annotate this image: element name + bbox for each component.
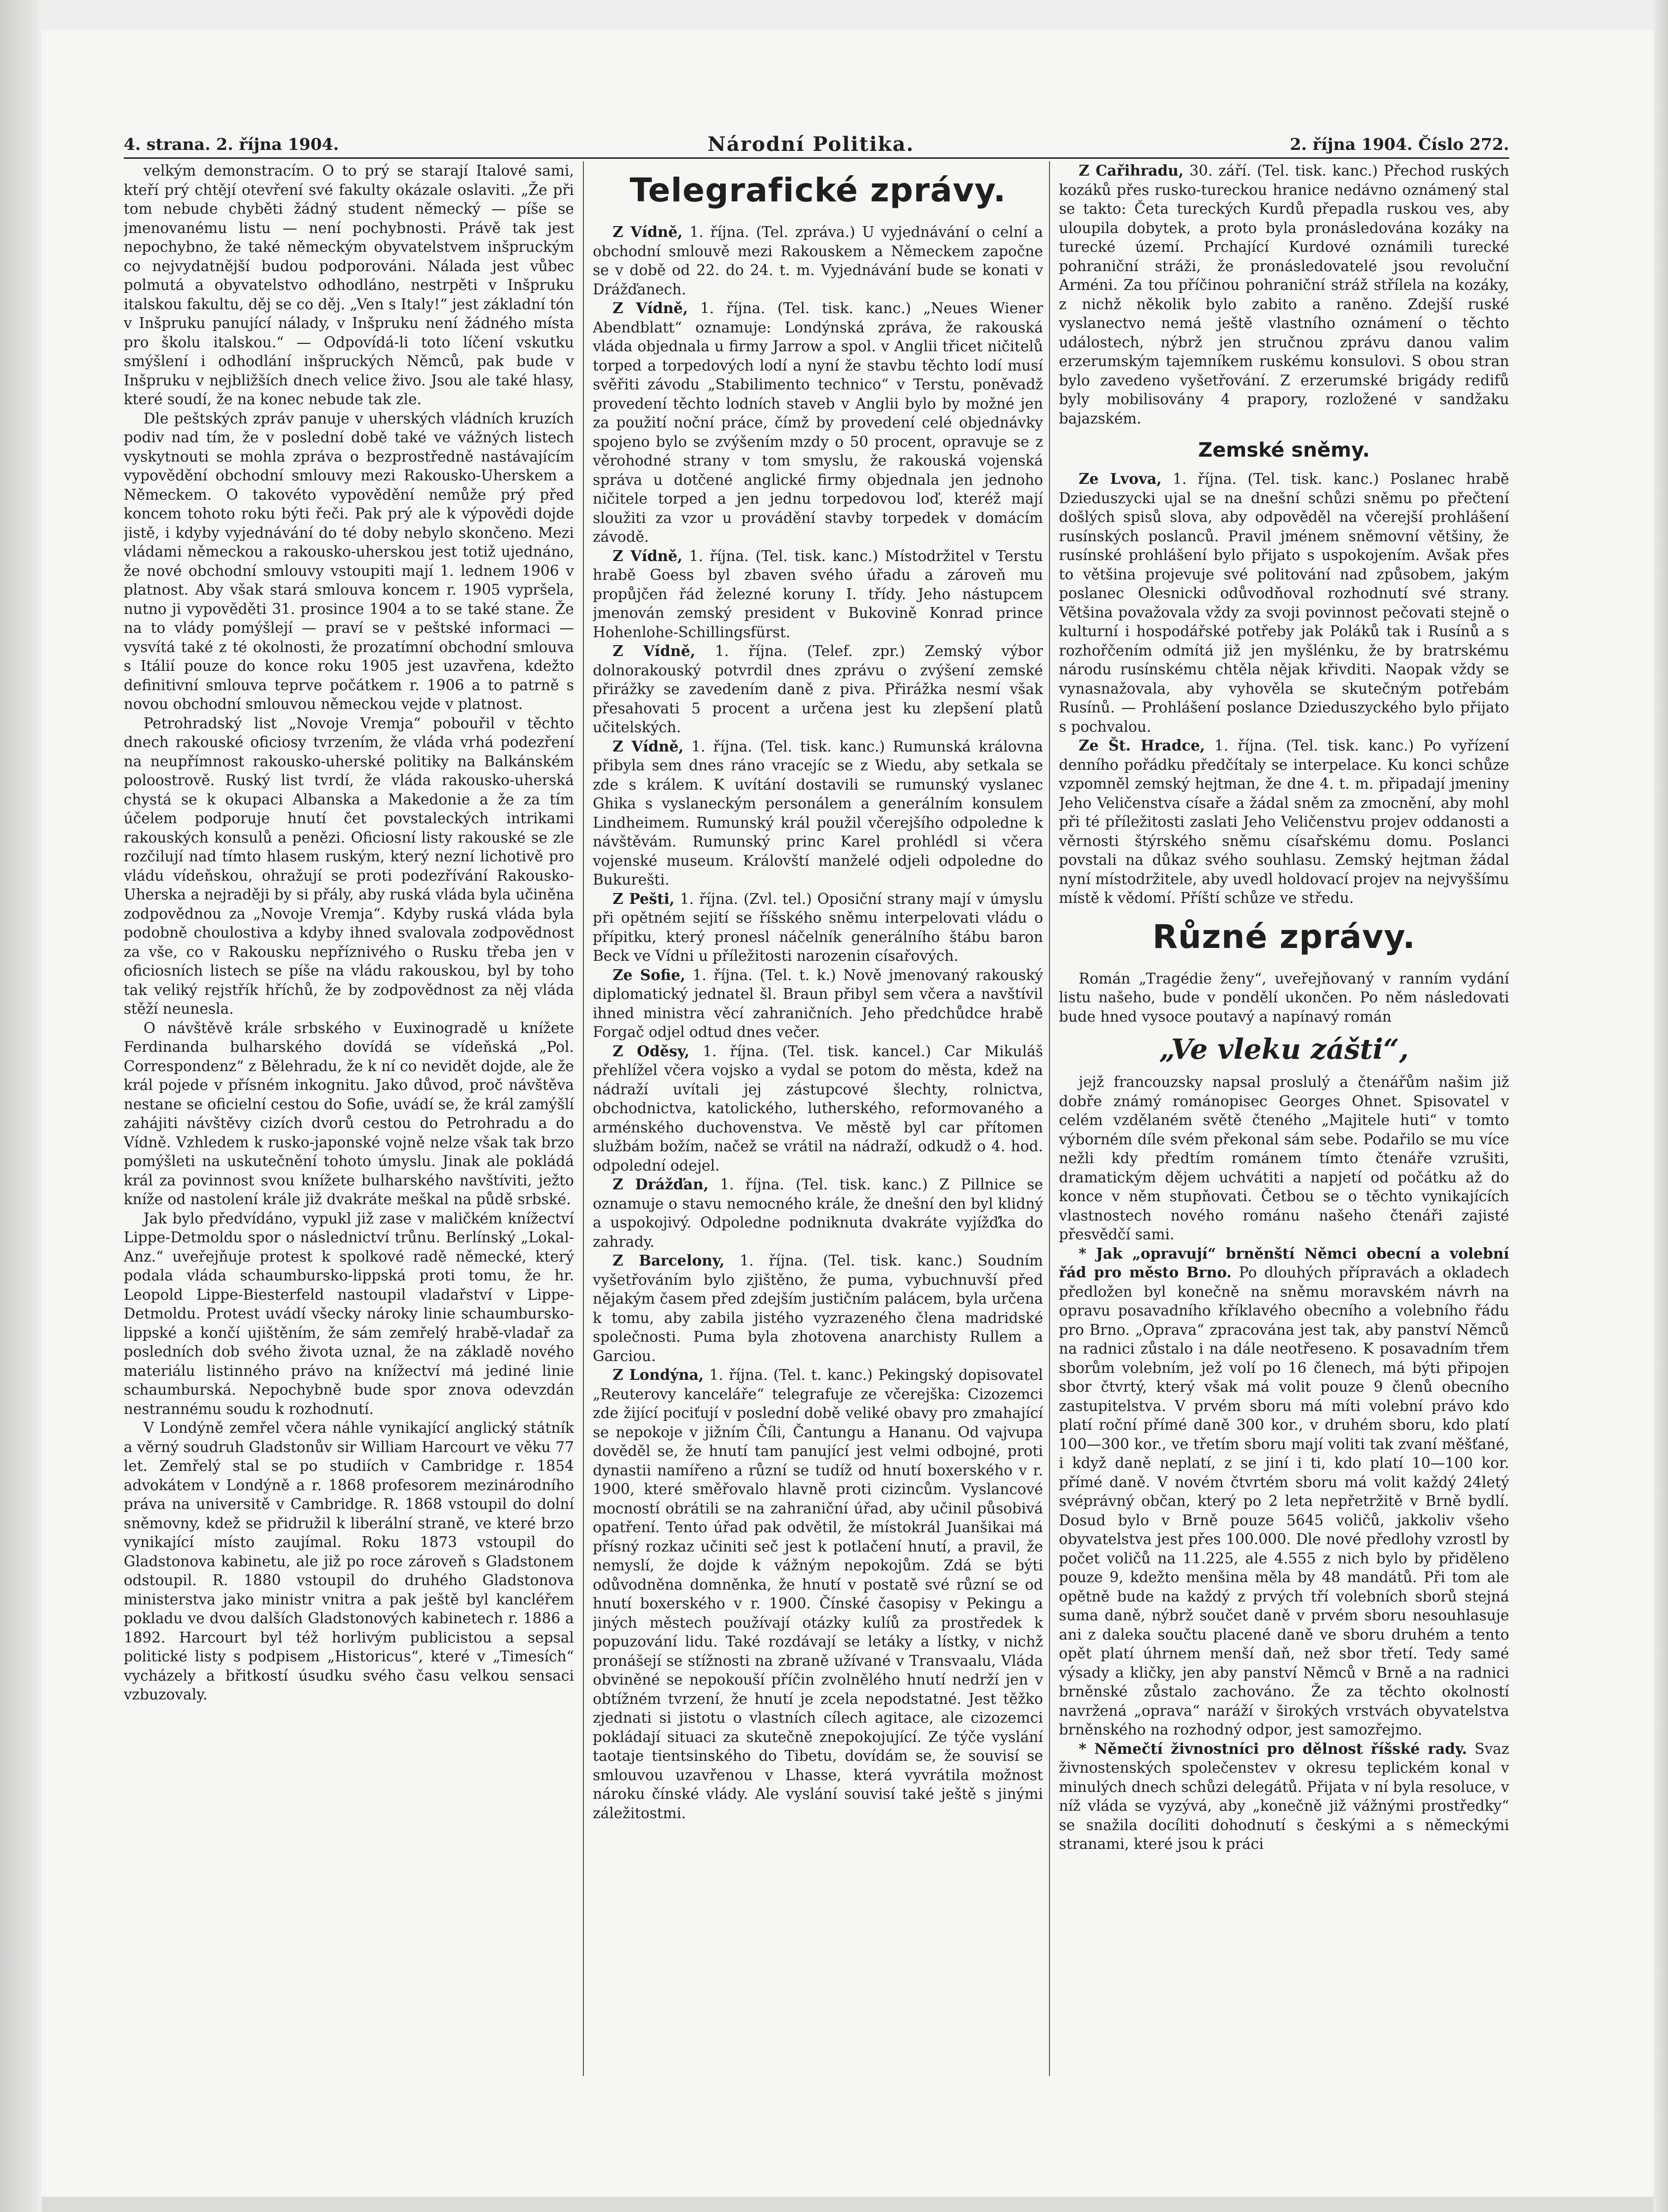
news-dateline: Z Vídně, bbox=[613, 547, 683, 565]
news-text: 1. října. (Tel. tisk. kanc.) Rumunská královna přibyla sem dnes ráno vracejíc se z Wiedu, aby setkala se zde s králem. K uvítání dostavili se rumunský vyslanec Ghika s vyslaneckým personálem a generálním konsulem Lindheimem. Rumunský král použil včerejšího odpoledne k návštěvám. Rumunský princ Karel prohlédl si včera vojenské museum. Královští manželé odjeli odpoledne do Bukurešti. bbox=[593, 738, 1043, 888]
news-text: 1. října. (Zvl. tel.) Oposiční strany mají v úmyslu při opětném sejití se říšského sněmu interpelovati vládu o přípitku, který pronesl náčelník generálního štábu baron Beck ve Vídni u příležitosti narozenin císařových. bbox=[593, 890, 1043, 964]
news-item bbox=[1059, 161, 1509, 428]
news-item bbox=[593, 547, 1043, 642]
news-dateline: Z Drážďan, bbox=[613, 1176, 709, 1193]
news-dateline: Ze Lvova, bbox=[1079, 470, 1162, 487]
news-text: 1. října. (Tel. tisk. kanc.) Soudním vyšetřováním bylo zjištěno, že puma, vybuchnuvší před nějakým časem před zdejším justičním palácem, byla určena k tomu, aby zabila jistého vyzrazeného člena madridské společnosti. Puma byla zhotovena anarchisty Rullem a Garciou. bbox=[593, 1252, 1043, 1365]
article-paragraph: Petrohradský list „Novoje Vremja“ pobouřil v těchto dnech rakouské oficiosy tvrzením, že vláda vrhá podezření na neupřímnost rakousko-uherské politiky na Balkánském poloostrově. Ruský list tvrdí, že vláda rakousko-uherská chystá se k okupaci Albanska a Makedonie a že za tím účelem podporuje hnutí čet povstaleckých intrikami rakouských konsulů a penězi. Oficiosní listy rakouské se zle rozčilují nad tímto hlasem ruským, který nezní lichotivě pro vládu vídeňskou, ohražují se proti podezřívání Rakousko-Uherska a nejraději by si přály, aby ruská vláda byla učiněna zodpovědnou za „Novoje Vremja“. Kdyby ruská vláda byla podobně choulostiva a kdyby ihned svalovala zodpovědnost za vše, co v Rakousku nepříznivého o Rusku třeba jen v oficiosních listech se píše na vládu rakouskou, byl by toho tak veliký rejstřík hříchů, že by zodpovědnost za něj vláda stěží neunesla. bbox=[124, 714, 574, 1017]
news-text: 1. října. (Tel. tisk. kanc.) Po vyřízení denního pořádku předčítaly se interpelace. Ku konci schůze vzpomněl zemský hejtman, že dne 4. t. m. připadají jmeniny Jeho Veličenstva císaře a žádal sněm za zmocnění, aby mohl při té příležitosti zaslati Jeho Veličenstvu projev oddanosti a věrnosti štýrského sněmu císařskému domu. Poslanci povstali na důkaz svého souhlasu. Zemský hejtman žádal nyní místodržitele, aby uvedl holdovací projev na nejvyššímu místě k vědomí. Příští schůze ve středu. bbox=[1059, 737, 1509, 906]
column-divider bbox=[1049, 161, 1050, 2076]
news-text: 1. října. (Tel. t. k.) Nově jmenovaný rakouský diplomatický jednatel šl. Braun přibyl sem včera a navštívil ihned ministra věcí zahraničních. Jeho předchůdce hrabě Forgač odjel odtud dnes večer. bbox=[593, 966, 1043, 1040]
header-page-date: 4. strana. 2. října 1904. bbox=[124, 135, 339, 154]
news-text: 1. října. (Tel. t. kanc.) Pekingský dopisovatel „Reuterovy kanceláře“ telegrafuje ze včerejška: Cizozemci zde žijící pociťují v poslední době veliké obavy pro zmahající se nepokoje v jižním Číli, Čantungu a Hananu. Od vajvupa dověděl se, že hnutí tam panující jest velmi odbojné, proti dynastii namířeno a různí se tudíž od hnutí boxerského v r. 1900, které směřovalo hlavně proti cizincům. Vyslancové mocností obrátili se na zahraniční úřad, aby učinil působivá opatření. Tento úřad pak odvětil, že místokrál Juanšikai má přísný rozkaz učiniti seč jest k potlačení hnutí, a pravil, že nemyslí, že dojde k vážným nepokojům. Zdá se býti odůvodněna domněnka, že hnutí v postatě své různí se od hnutí boxerského v r. 1900. Čínské časopisy v Pekingu a jiných městech používají otázky kulíů za prostředek k popuzování lidu. Také rozdávají se letáky a lístky, v nichž pronášejí se stížnosti na zbraně užívané v Transvaalu, Vláda obviněné se nepokouší příčin zvolnělého hnutí nedrží jen v obtížném tvrzení, že hnutí je zcela nepodstatné. Jest těžko zjednati si jistotu o vlastních cílech agitace, ale cizozemci pokládají situaci za skutečně znepokojující. Ze týče vyslání taotaje tientsinského do Tibetu, dovídám se, že souvisí se smlouvou uzavřenou v Lhasse, která vyvrátila možnost nároku čínské vlády. Ale vyslání souvisí také ještě s jinými záležitostmi. bbox=[593, 1366, 1043, 1822]
news-dateline: * Jak „opravují“ brněnští Němci obecní a volební řád pro město Brno. bbox=[1059, 1244, 1509, 1281]
news-dateline: Z Londýna, bbox=[613, 1366, 704, 1383]
news-text: Po dlouhých přípravách a okladech předložen byl konečně na sněmu moravském návrh na opravu posavadního kříklavého obecního a volebního řádu pro Brno. „Oprava“ zpracována jest tak, aby panství Němců na radnici zůstalo i na dále neotřeseno. K posavadním třem sborům volebním, jež volí po 16 členech, má býti připojen sbor čtvrtý, který však má volit pouze 9 členů obecního zastupitelstva. V prvém sboru má míti volební právo kdo platí roční přímé daně 300 kor., v druhém sboru, kdo platí 100—300 kor., ve třetím sboru mají voliti tak zvaní měšťané, i když daně neplatí, z se jiní i ti, kdo platí 10—100 kor. přímé daně. V novém čtvrtém sboru má volit každý 24letý svéprávný občan, který po 2 leta nepřetržitě v Brně bydlí. Dosud bylo v Brně pouze 5645 voličů, jakkoliv všeho obyvatelstva jest přes 100.000. Dle nové předlohy vzrostl by počet voličů na 11.225, ale 4.555 z nich bylo by přiděleno pouze 9, kdežto menšina měla by 48 mandátů. Při tom ale opětně bude na každý z prvých tří volebních sborů stejná suma daně, nýbrž součet daně v prvém sboru nesouhlasuje ani z daleka součtu placené daně ve sboru druhém a tento opět platí úhrnem menší daň, než sbor třetí. Tedy samé výsady a kličky, jen aby panství Němců v Brně a na radnici brněnské zůstalo zachováno. Že za těchto okolností navržená „oprava“ naráží v širokých vrstvách obyvatelstva brněnského na rozhodný odpor, jest samozřejmo. bbox=[1059, 1264, 1509, 1738]
news-dateline: Z Vídně, bbox=[613, 299, 688, 317]
news-item bbox=[1059, 736, 1509, 908]
news-list-top bbox=[1059, 161, 1509, 428]
news-item bbox=[593, 1251, 1043, 1365]
novel-title: „Ve vleku zášti“, bbox=[1159, 1033, 1409, 1066]
news-item bbox=[1059, 1244, 1509, 1740]
news-dateline: * Němečtí živnostníci pro dělnost říšské rady. bbox=[1079, 1740, 1467, 1757]
news-dateline: Z Vídně, bbox=[613, 223, 683, 240]
news-dateline: Z Pešti, bbox=[613, 890, 675, 907]
misc-news-list bbox=[1059, 1244, 1509, 1854]
news-text: 1. října. (Telef. zpr.) Zemský výbor dolnorakouský potvrdil dnes zprávu o zvýšení zemské přirážky se zavedením daně z piva. Přirážka nesmí však přesahovati 5 procent a určena jest ku zlepšení platů učitelských. bbox=[593, 643, 1043, 736]
scan-right-edge bbox=[1653, 0, 1668, 2212]
novel-announcement: Román „Tragédie ženy“, uveřejňovaný v ranním vydání listu našeho, bude v pondělí ukončen. Po něm následovati bude hned vysoce poutavý a napínavý román bbox=[1059, 970, 1509, 1025]
news-item bbox=[593, 1175, 1043, 1251]
article-paragraph: V Londýně zemřel včera náhle vynikající anglický státník a věrný soudruh Gladstonův sir William Harcourt ve věku 77 let. Zemřelý stal se po studiích v Cambridge r. 1854 advokátem v Londýně a r. 1868 profesorem mezinárodního práva na universitě v Cambridge. R. 1868 vstoupil do dolní sněmovny, kdež se přidružil k liberální straně, ve které brzo vynikající místo zaujímal. Roku 1873 vstoupil do Gladstonova kabinetu, ale již po roce zároveň s Gladstonem odstoupil. R. 1880 vstoupil do druhého Gladstonova ministerstva jako ministr vnitra a pak ještě byl kancléřem pokladu ve dvou dalších Gladstonových kabinetech r. 1886 a 1892. Harcourt byl též horlivým publicistou a sepsal politické listy s podpisem „Historicus“, které v „Timesích“ vycházely a břitkostí úsudku svého času velkou sensaci vzbuzovaly. bbox=[124, 1419, 574, 1703]
news-item bbox=[593, 642, 1043, 737]
zemske-snemy-list bbox=[1059, 470, 1509, 908]
news-item bbox=[593, 890, 1043, 966]
article-paragraph: Jak bylo předvídáno, vypukl již zase v maličkém knížectví Lippe-Detmoldu spor o následnictví trůnu. Berlínský „Lokal-Anz.“ uveřejňuje protest k spolkové radě německé, který podala vláda schaumbursko-lippská proti tomu, že hr. Leopold Lippe-Biesterfeld nastoupil vladařství v Lippe-Detmoldu. Protest uvádí všecky nároky linie schaumbursko-lippské a končí ujištěním, že sám zemřelý hrabě-vladař za posledních dob svého života uznal, že na základě nového materiálu listinného právo na knížectví má jediné linie schaumburská. Nepochybně bude spor znova odevzdán nestrannému soudu k rozhodnutí. bbox=[124, 1210, 574, 1417]
section-heading-ruzne-zpravy: Různé zprávy. bbox=[1152, 917, 1416, 956]
news-dateline: Z Vídně, bbox=[613, 642, 696, 659]
section-heading-telegraph: Telegrafické zprávy. bbox=[629, 171, 1006, 209]
page-header bbox=[124, 135, 1509, 159]
column-1 bbox=[124, 161, 574, 2076]
news-text: 1. října. (Tel. tisk. kancel.) Car Mikuláš přehlížel včera vojsko a vydal se potom do města, kdež na nádraží uvítali jej zástupcové šlechty, rolnictva, obchodnictva, katolického, lutherského, reformovaného a arménského duchovenstva. Ve městě byl car přítomen službám božím, načež se vrátil na nádraží, odkudž o 4. hod. odpolední odejel. bbox=[593, 1042, 1043, 1174]
novel-description: jejž francouzsky napsal proslulý a čtenářům našim již dobře známý románopisec Georges Ohnet. Spisovatel v celém vzdělaném světě čteného „Majitele huti“ v tomto výborném díle svém překonal sám sebe. Podařilo se mu více nežli kdy předtím románem tímto čtenáře vzrušiti, dramatickým dějem uchvátiti a napjetí od počátku až do konce v něm stupňovati. Četbou se o těchto vynikajících vlastnostech nového románu našeho čtenáři zajisté přesvědčí sami. bbox=[1059, 1074, 1509, 1243]
news-item bbox=[593, 1365, 1043, 1823]
news-dateline: Ze Št. Hradce, bbox=[1079, 737, 1205, 754]
news-dateline: Z Barcelony, bbox=[613, 1252, 725, 1269]
news-text: 1. října. (Tel. tisk. kanc.) Poslanec hrabě Dzieduszycki ujal se na dnešní schůzi sněmu po přečtení došlých spisů slova, aby odpověděl na včerejší prohlášení rusínských poslanců. Pravil jménem sněmovní většiny, že rusínské prohlášení bylo přijato s uspokojením. Avšak přes to většina projevuje své politování nad způsobem, jakým poslanec Olesnicki odůvodňoval rozhodnutí své strany. Většina považovala vždy za svoji povinnost pečovati stejně o kulturní i hospodářské potřeby jak Poláků tak i Rusínů a s rozhořčením odmítá již jen myšlénku, že by bratrskému národu rusínskému chtěla nějak křivditi. Naopak vždy se vynasnažovala, aby vyhověla se skutečným potřebám Rusínů. — Prohlášení poslance Dzieduszyckého bylo přijato s pochvalou. bbox=[1059, 471, 1509, 735]
news-item bbox=[593, 223, 1043, 299]
news-text: 1. října. (Tel. tisk. kanc.) „Neues Wiener Abendblatt“ oznamuje: Londýnská zpráva, že rakouská vláda objednala u firmy Jarrow a spol. v Anglii třicet ničitelů torped a torpedových lodí a nyní že stavbu těchto lodí musí svěřiti závodu „Stabilimento technico“ v Terstu, poněvadž provedení těchto lodních staveb v Anglii bylo by možné jen za použití noční práce, čímž by provedení celé objednávky spojeno bylo se zvýšením mzdy o 50 procent, opravuje se z věrohodné strany v tom smyslu, že rakouská vojenská správa u dotčené anglické firmy objednala jen jednoho ničitele torped a jen jednu torpedovou loď, kteréž mají sloužiti za vzor u provádění stavby torpedek v domácím závodě. bbox=[593, 300, 1043, 545]
telegraph-news-list bbox=[593, 223, 1043, 1823]
news-text: 30. září. (Tel. tisk. kanc.) Přechod ruských kozáků přes rusko-tureckou hranice nedávno oznámený stal se takto: Četa tureckých Kurdů přepadla ruskou ves, aby uloupila dobytek, a proto byla pronásledována kozáky na turecké území. Prchající Kurdové oznámili turecké pohraniční stráži, že pronásledovatelé jsou revoluční Arméni. Za tou příčinou pohraniční stráž střílela na kozáky, z nichž několik bylo zabito a raněno. Zdejší ruské vyslanectvo nemá ještě vlastního oznámení o těchto událostech, nýbrž jen stručnou zprávu danou valim erzerumským tajemníkem ruskému konsulovi. S obou stran bylo zavedeno vyšetřování. Z erzerumské brigády redifů byly mobilisovány 4 prapory, rozložené v sandžaku bajazském. bbox=[1059, 162, 1509, 427]
column-divider bbox=[583, 161, 584, 2076]
news-text: 1. října. (Tel. tisk. kanc.) Z Pillnice se oznamuje o stavu nemocného krále, že dnešní den byl klidný a uspokojivý. Odpoledne podniknuta dvakráte vyjížďka do zahrady. bbox=[593, 1176, 1043, 1250]
article-paragraph: velkým demonstracím. O to prý se starají Italové sami, kteří prý chtějí otevření své fakulty okázale oslaviti. „Že při tom nebude chyběti žádný student německý — píše se jmenovanému listu — není pochybnosti. Právě tak jest nepochybno, že také německým obyvatelstvem inšpruckým co nejvydatnější budou podporováni. Nálada jest vůbec polmutá a obyvatelstvo odhodláno, nestrpěti v Inšpruku italskou fakultu, děj se co děj. „Ven s Italy!“ jest základní tón v Inšpruku panující nálady, v Inšpruku není žádného místa pro školu italskou.“ — Odpovídá-li toto líčení vskutku smýšlení i odhodlání inšpruckých Němců, pak bude v Inšpruku v nejbližších dnech velice živo. Jsou ale také hlasy, které soudí, že na konec nebude tak zle. bbox=[124, 162, 574, 408]
news-item bbox=[593, 1042, 1043, 1176]
news-text: 1. října. (Tel. zpráva.) U vyjednávání o celní a obchodní smlouvě mezi Rakouskem a Německem započne se v době od 22. do 24. t. m. Vyjednávání bude se konati v Drážďanech. bbox=[593, 224, 1043, 298]
section-heading-zemske-snemy: Zemské sněmy. bbox=[1198, 439, 1370, 462]
news-dateline: Z Vídně, bbox=[613, 737, 684, 755]
masthead-title: Národní Politika. bbox=[708, 133, 914, 156]
article-paragraph: O návštěvě krále srbského v Euxinogradě u knížete Ferdinanda bulharského dovídá se vídeňská „Pol. Correspondenz“ z Bělehradu, že k ní co nevidět dojde, ale že král pojede v přísném inkognitu. Jako důvod, proč návštěva nestane se oficielní cestou do Sofie, uvádí se, že král zamýšlí zahájiti návštěvy cizích dvorů cestou do Petrohradu a do Vídně. Vzhledem k rusko-japonské vojně nelze však tak brzo pomýšleti na uskutečnění tohoto úmyslu. Jinak ale pokládá král za povinnost svou knížete bulharského navštíviti, ježto kníže od nastolení krále již dvakráte meškal na půdě srbské. bbox=[124, 1019, 574, 1208]
news-item bbox=[1059, 470, 1509, 736]
article-paragraph: Dle peštských zpráv panuje v uherských vládních kruzích podiv nad tím, že v poslední době také ve vážných listech vyskytnouti se mohla zpráva o bezprostředně nastávajícím vypovědění obchodní smlouvy mezi Rakousko-Uherskem a Německem. O takovéto vypovědění nemůže prý před koncem tohoto roku býti řeči. Pak prý ale k výpovědi dojde jistě, i kdyby vyjednávání do té doby nebylo skončeno. Mezi vládami německou a rakousko-uherskou jest totiž ujednáno, že nové obchodní smlouvy vstoupiti mají 1. lednem 1906 v platnost. Aby však stará smlouva koncem r. 1905 vypršela, nutno ji vypověděti 31. prosince 1904 a to se také stane. Že na to vlády pomýšlejí — praví se v peštské informaci — vysvítá také z té okolnosti, že prozatímní obchodní smlouva s Itálií pouze do konce roku 1905 jest uzavřena, kdežto definitivní smlouva teprve počátkem r. 1906 a to patrně s novou obchodní smlouvou německou vejde v platnost. bbox=[124, 410, 574, 712]
news-text: 1. října. (Tel. tisk. kanc.) Místodržitel v Terstu hrabě Goess byl zbaven svého úřadu a zároveň mu propůjčen řád železné koruny I. třídy. Jeho nástupcem jmenován zemský president v Bukovině Konrad prince Hohenlohe-Schillingsfürst. bbox=[593, 547, 1043, 641]
news-dateline: Z Oděsy, bbox=[613, 1042, 690, 1060]
news-item bbox=[1059, 1740, 1509, 1854]
header-rule bbox=[124, 157, 1509, 159]
news-item bbox=[593, 737, 1043, 890]
news-text: Svaz živnostenských společenstev v okresu teplickém konal v minulých dnech schůzi delegátů. Přijata v ní byla resoluce, v níž vláda se vyzývá, aby „konečně již vážnými prostředky“ se snažila docíliti dohodnutí s českými a s německými stranami, které jsou k práci bbox=[1059, 1740, 1509, 1852]
news-dateline: Z Cařihradu, bbox=[1079, 162, 1184, 179]
news-dateline: Ze Sofie, bbox=[613, 966, 686, 984]
news-item bbox=[593, 299, 1043, 547]
header-issue-number: 2. října 1904. Číslo 272. bbox=[1289, 135, 1509, 154]
scan-left-edge bbox=[0, 0, 39, 2212]
column-2 bbox=[593, 161, 1043, 2076]
scan-bottom-edge bbox=[42, 2197, 1654, 2212]
news-item bbox=[593, 966, 1043, 1042]
column-3 bbox=[1059, 161, 1509, 2076]
